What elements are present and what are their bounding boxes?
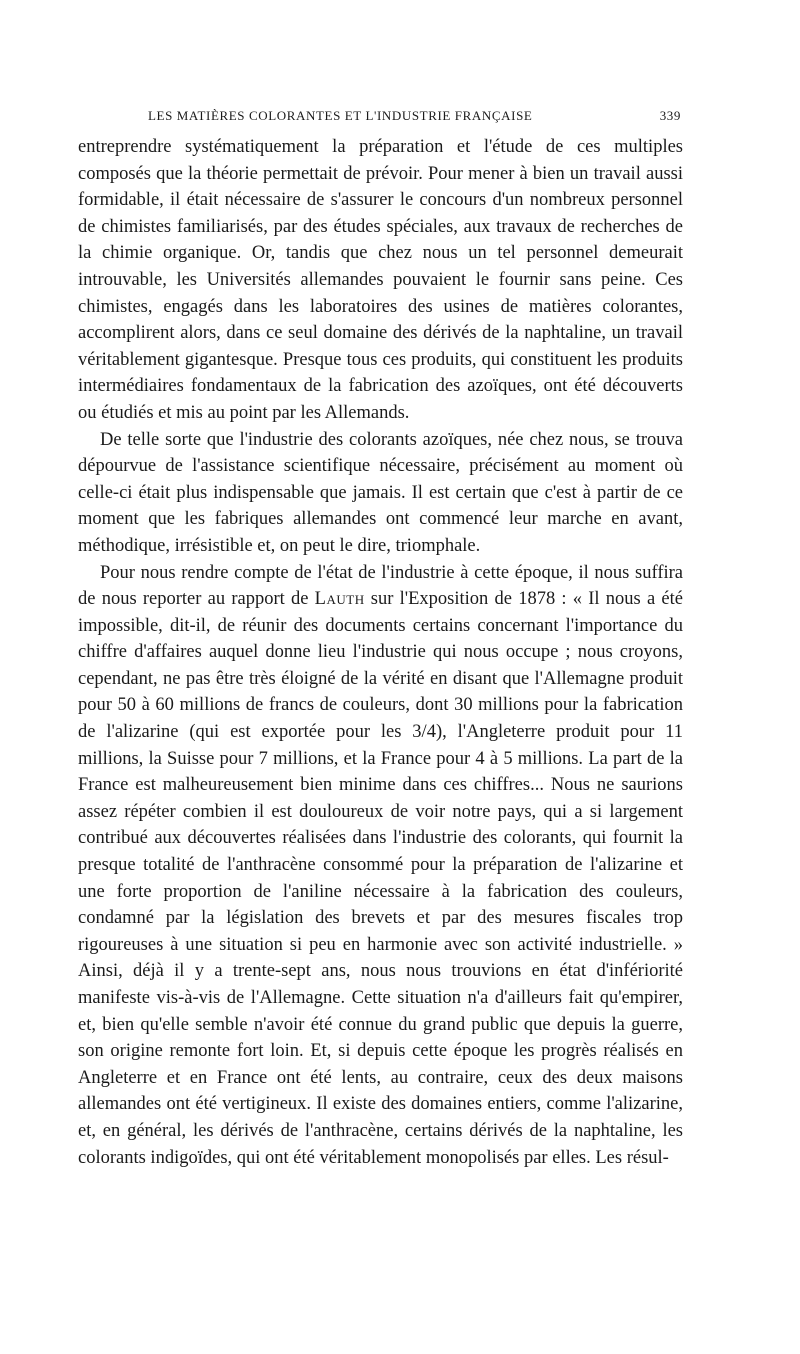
- running-title: LES MATIÈRES COLORANTES ET L'INDUSTRIE FRANÇAISE: [148, 108, 533, 123]
- body-text: [78, 134, 683, 1171]
- running-header: [78, 104, 683, 128]
- page-number: 339: [659, 108, 681, 123]
- paragraph: De telle sorte que l'industrie des colorants azoïques, née chez nous, se trouva dépourvue de l'assistance scientifique nécessaire, précisément au moment où celle-ci était plus indispensable que jamais. Il est certain que c'est à partir de ce moment que les fabriques allemandes ont commencé leur marche en avant, méthodique, irrésistible et, on peut le dire, triomphale.: [78, 429, 683, 556]
- author-name: Lauth: [314, 589, 365, 610]
- paragraph-text: sur l'Exposition de 1878 : « Il nous a été impossible, dit-il, de réunir des documents certains concernant l'importance du chiffre d'affaires auquel donne lieu l'industrie qui nous occupe ; nous croyons, cependant, ne pas être très éloigné de la vérité en disant que l'Allemagne produit pour 50 à 60 millions de francs de couleurs, dont 30 millions pour la fabrication de l'alizarine (qui est exportée pour les 3/4), l'Angleterre produit pour 11 millions, la Suisse pour 7 millions, et la France pour 4 à 5 millions. La part de la France est malheureusement bien minime dans ces chiffres... Nous ne saurions assez répéter combien il est douloureux de voir notre pays, qui a si largement contribué aux découvertes réalisées dans l'industrie des colorants, qui fournit la presque totalité de l'anthracène consommé pour la préparation de l'alizarine et une forte proportion de l'aniline nécessaire à la fabrication des couleurs, condamné par la législation des brevets et par des mesures fiscales trop rigoureuses à une situation si peu en harmonie avec son activité industrielle. » Ainsi, déjà il y a trente-sept ans, nous nous trouvions en état d'infériorité manifeste vis-à-vis de l'Allemagne. Cette situation n'a d'ailleurs fait qu'empirer, et, bien qu'elle semble n'avoir été connue du grand public que depuis la guerre, son origine remonte fort loin. Et, si depuis cette époque les progrès réalisés en Angleterre et en France ont été lents, au contraire, ceux des deux maisons allemandes ont été vertigineux. Il existe des domaines entiers, comme l'alizarine, et, en général, les dérivés de l'anthracène, certains dérivés de la naphtaline, les colorants indigoïdes, qui ont été véritablement monopolisés par elles. Les résul-: [78, 589, 683, 1168]
- paragraph: [78, 560, 683, 1172]
- paragraph: entreprendre systématiquement la préparation et l'étude de ces multiples composés que la théorie permettait de prévoir. Pour mener à bien un travail aussi formidable, il était nécessaire de s'assurer le concours d'un nombreux personnel de chimistes familiarisés, par des études spéciales, aux travaux de recherches de la chimie organique. Or, tandis que chez nous un tel personnel demeurait introuvable, les Universités allemandes pouvaient le fournir sans peine. Ces chimistes, engagés dans les laboratoires des usines de matières colorantes, accomplirent alors, dans ce seul domaine des dérivés de la naphtaline, un travail véritablement gigantesque. Presque tous ces produits, qui constituent les produits intermédiaires fondamentaux de la fabrication des azoïques, ont été découverts ou étudiés et mis au point par les Allemands.: [78, 137, 683, 423]
- paragraph-text: Pour nous rendre compte de l'état de l'industrie à cette époque, il nous suffira de nous reporter au rapport de: [78, 562, 683, 610]
- book-page: [78, 104, 683, 1171]
